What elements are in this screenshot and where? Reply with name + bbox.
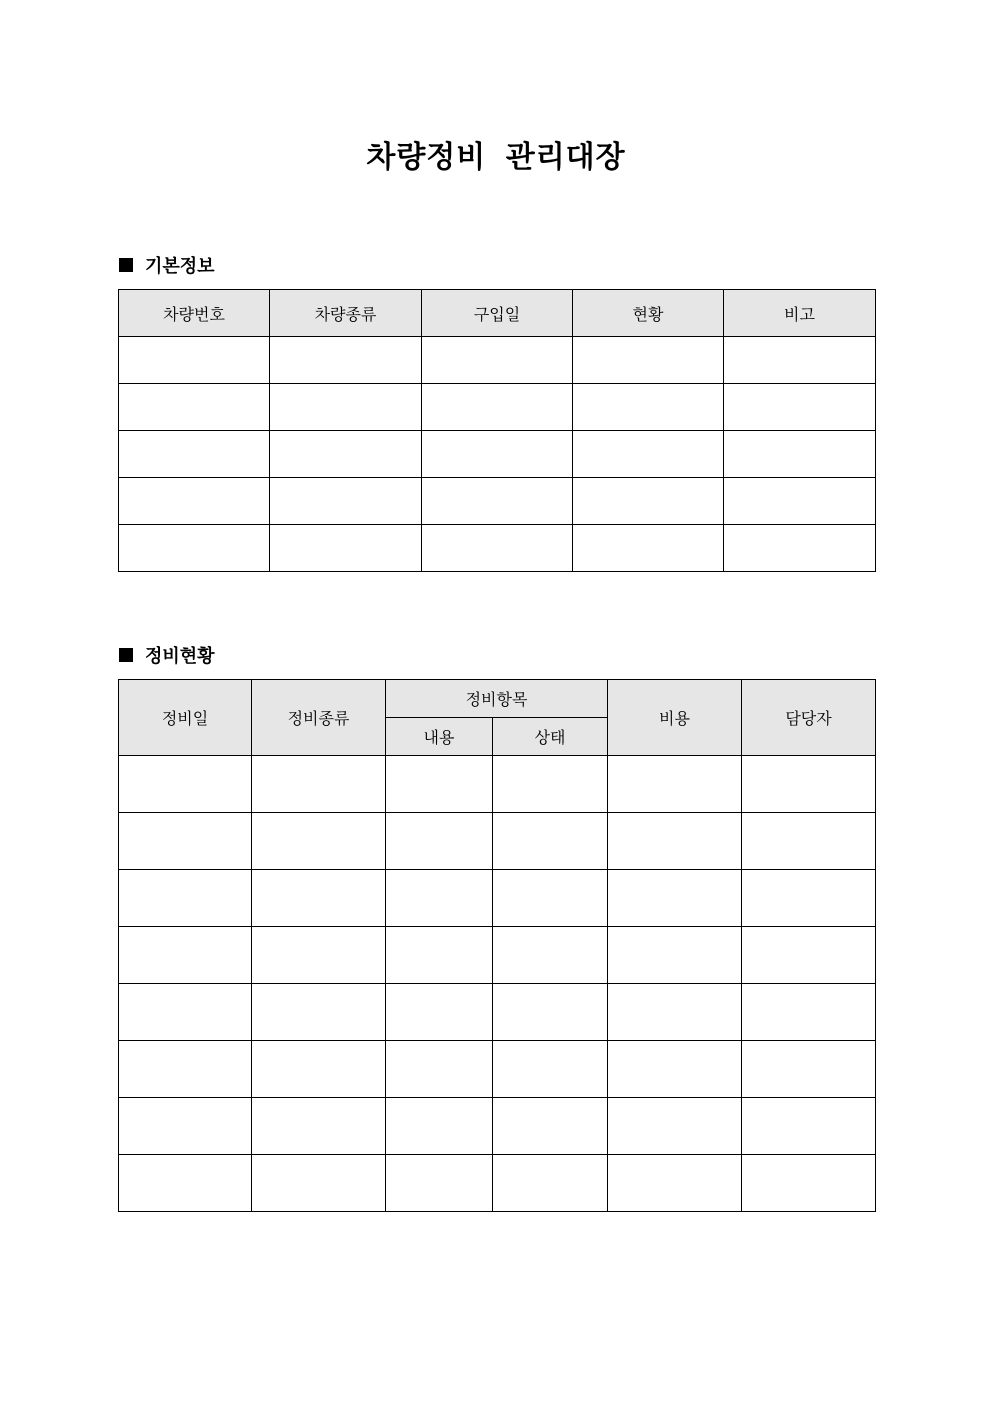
table-cell[interactable] xyxy=(742,1155,876,1212)
table-cell[interactable] xyxy=(608,756,742,813)
table-cell[interactable] xyxy=(386,927,493,984)
table-row xyxy=(119,1155,876,1212)
table-cell[interactable] xyxy=(608,1098,742,1155)
table-cell[interactable] xyxy=(742,1041,876,1098)
table-cell[interactable] xyxy=(742,927,876,984)
section-heading-label: 기본정보 xyxy=(145,256,215,277)
table-cell[interactable] xyxy=(742,756,876,813)
section-heading-maintenance xyxy=(119,642,215,668)
table-cell[interactable] xyxy=(742,984,876,1041)
table-cell[interactable] xyxy=(252,984,386,1041)
table-cell[interactable] xyxy=(386,813,493,870)
table-cell[interactable] xyxy=(270,431,422,478)
table-cell[interactable] xyxy=(724,431,876,478)
table-cell[interactable] xyxy=(252,870,386,927)
table-header-row xyxy=(119,290,876,337)
table-cell[interactable] xyxy=(422,431,573,478)
table-cell[interactable] xyxy=(252,1098,386,1155)
table-row xyxy=(119,813,876,870)
table-cell[interactable] xyxy=(608,984,742,1041)
column-header-vehicle-type: 차량종류 xyxy=(270,290,422,337)
column-header-manager: 담당자 xyxy=(742,680,876,756)
column-header-content: 내용 xyxy=(386,718,493,756)
column-header-remarks: 비고 xyxy=(724,290,876,337)
table-cell[interactable] xyxy=(493,1098,608,1155)
table-cell[interactable] xyxy=(422,525,573,572)
section-heading-basic-info xyxy=(119,252,215,278)
table-row xyxy=(119,756,876,813)
table-row xyxy=(119,984,876,1041)
square-bullet-icon xyxy=(119,648,133,662)
column-header-maintenance-items: 정비항목 xyxy=(386,680,608,718)
table-cell[interactable] xyxy=(386,870,493,927)
square-bullet-icon xyxy=(119,258,133,272)
table-cell[interactable] xyxy=(119,756,252,813)
table-cell[interactable] xyxy=(119,813,252,870)
table-cell[interactable] xyxy=(119,927,252,984)
table-cell[interactable] xyxy=(493,756,608,813)
table-cell[interactable] xyxy=(608,1155,742,1212)
table-row xyxy=(119,1098,876,1155)
table-cell[interactable] xyxy=(270,384,422,431)
table-cell[interactable] xyxy=(252,1155,386,1212)
table-cell[interactable] xyxy=(119,1098,252,1155)
column-header-maintenance-date: 정비일 xyxy=(119,680,252,756)
table-cell[interactable] xyxy=(422,337,573,384)
column-header-maintenance-type: 정비종류 xyxy=(252,680,386,756)
table-cell[interactable] xyxy=(422,384,573,431)
column-header-cost: 비용 xyxy=(608,680,742,756)
table-cell[interactable] xyxy=(270,525,422,572)
page-title: 차량정비 관리대장 xyxy=(366,140,626,175)
table-row xyxy=(119,431,876,478)
table-cell[interactable] xyxy=(119,478,270,525)
table-cell[interactable] xyxy=(270,337,422,384)
table-cell[interactable] xyxy=(742,1098,876,1155)
table-cell[interactable] xyxy=(724,525,876,572)
basic-info-table xyxy=(118,289,876,572)
column-header-current-status: 현황 xyxy=(573,290,724,337)
table-cell[interactable] xyxy=(493,1155,608,1212)
table-row xyxy=(119,478,876,525)
table-cell[interactable] xyxy=(573,525,724,572)
table-cell[interactable] xyxy=(493,1041,608,1098)
table-row xyxy=(119,337,876,384)
table-cell[interactable] xyxy=(270,478,422,525)
table-cell[interactable] xyxy=(119,525,270,572)
table-header-row xyxy=(119,680,876,718)
table-row xyxy=(119,384,876,431)
column-header-purchase-date: 구입일 xyxy=(422,290,573,337)
table-cell[interactable] xyxy=(724,337,876,384)
table-row xyxy=(119,525,876,572)
column-header-status: 상태 xyxy=(493,718,608,756)
table-cell[interactable] xyxy=(608,927,742,984)
table-cell[interactable] xyxy=(608,870,742,927)
table-cell[interactable] xyxy=(493,984,608,1041)
table-row xyxy=(119,1041,876,1098)
table-cell[interactable] xyxy=(608,1041,742,1098)
table-cell[interactable] xyxy=(573,478,724,525)
table-cell[interactable] xyxy=(119,1155,252,1212)
table-cell[interactable] xyxy=(119,337,270,384)
table-cell[interactable] xyxy=(252,756,386,813)
table-cell[interactable] xyxy=(119,984,252,1041)
table-cell[interactable] xyxy=(493,813,608,870)
table-cell[interactable] xyxy=(742,813,876,870)
column-header-vehicle-number: 차량번호 xyxy=(119,290,270,337)
table-cell[interactable] xyxy=(573,431,724,478)
table-cell[interactable] xyxy=(493,927,608,984)
table-cell[interactable] xyxy=(493,870,608,927)
table-cell[interactable] xyxy=(573,337,724,384)
table-cell[interactable] xyxy=(608,813,742,870)
table-cell[interactable] xyxy=(386,1098,493,1155)
table-row xyxy=(119,870,876,927)
table-row xyxy=(119,927,876,984)
table-cell[interactable] xyxy=(252,927,386,984)
table-cell[interactable] xyxy=(386,984,493,1041)
table-cell[interactable] xyxy=(724,478,876,525)
table-cell[interactable] xyxy=(386,756,493,813)
table-cell[interactable] xyxy=(573,384,724,431)
table-cell[interactable] xyxy=(386,1041,493,1098)
section-heading-label: 정비현황 xyxy=(145,646,215,667)
table-cell[interactable] xyxy=(422,478,573,525)
table-cell[interactable] xyxy=(119,431,270,478)
table-cell[interactable] xyxy=(724,384,876,431)
table-cell[interactable] xyxy=(252,1041,386,1098)
table-cell[interactable] xyxy=(119,1041,252,1098)
table-cell[interactable] xyxy=(742,870,876,927)
table-cell[interactable] xyxy=(119,384,270,431)
table-cell[interactable] xyxy=(252,813,386,870)
maintenance-table xyxy=(118,679,876,1212)
table-cell[interactable] xyxy=(119,870,252,927)
table-cell[interactable] xyxy=(386,1155,493,1212)
